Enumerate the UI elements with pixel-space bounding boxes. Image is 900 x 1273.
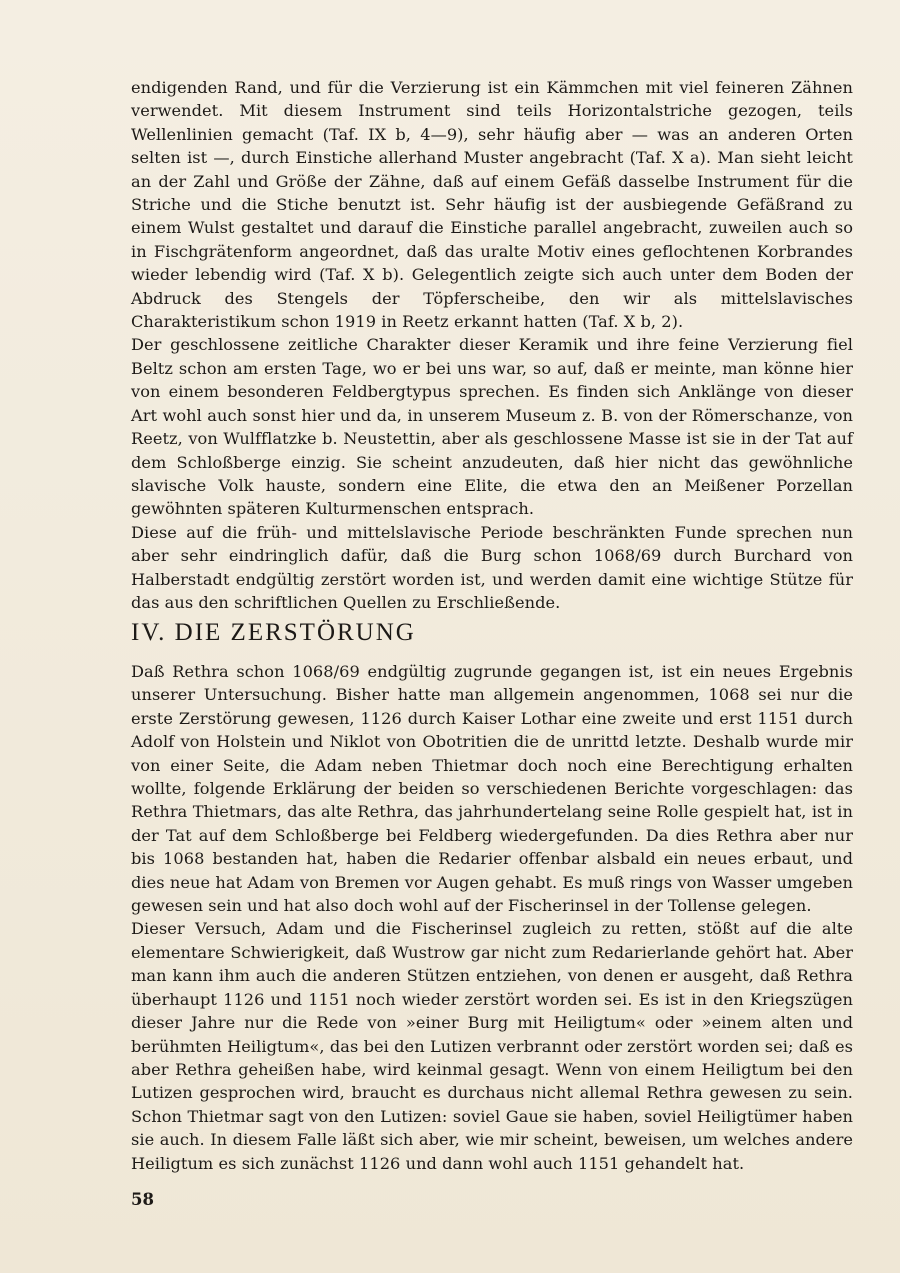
- paragraph: Dieser Versuch, Adam und die Fischerinsel zugleich zu retten, stößt auf die alte elementare Schwierigkeit, daß Wustrow gar nicht zum Redarierlande gehört hat. Aber man kann ihm auch die anderen Stützen entziehen, von denen er ausgeht, daß Rethra überhaupt 1126 und 1151 noch wieder zerstört worden sei. Es ist in den Kriegszügen dieser Jahre nur die Rede von »einer Burg mit Heiligtum« oder »einem alten und berühmten Heiligtum«, das bei den Lutizen verbrannt oder zerstört worden sei; daß es aber Rethra geheißen habe, wird keinmal gesagt. Wenn von einem Heiligtum bei den Lutizen gesprochen wird, braucht es durchaus nicht allemal Rethra gewesen zu sein. Schon Thietmar sagt von den Lutizen: soviel Gaue sie haben, soviel Heiligtümer haben sie auch. In diesem Falle läßt sich aber, wie mir scheint, beweisen, um welches andere Heiligtum es sich zunächst 1126 und dann wohl auch 1151 gehandelt hat.: [131, 919, 853, 1173]
- paragraph: endigenden Rand, und für die Verzierung ist ein Kämmchen mit viel feineren Zähnen verwendet. Mit diesem Instrument sind teils Horizontalstriche gezogen, teils Wellenlinien gemacht (Taf. IX b, 4—9), sehr häufig aber — was an anderen Orten selten ist —, durch Einstiche allerhand Muster angebracht (Taf. X a). Man sieht leicht an der Zahl und Größe der Zähne, daß auf einem Gefäß dasselbe Instrument für die Striche und die Stiche benutzt ist. Sehr häufig ist der ausbiegende Gefäßrand zu einem Wulst gestaltet und darauf die Einstiche parallel angebracht, zuweilen auch so in Fischgrätenform angeordnet, daß das uralte Motiv eines geflochtenen Korbrandes wieder lebendig wird (Taf. X b). Gelegentlich zeigte sich auch unter dem Boden der Abdruck des Stengels der Töpferscheibe, den wir als mittelslavisches Charakteristikum schon 1919 in Reetz erkannt hatten (Taf. X b, 2).: [131, 78, 853, 332]
- paragraph: Diese auf die früh- und mittelslavische Periode beschränkten Funde sprechen nun aber sehr eindringlich dafür, daß die Burg schon 1068/69 durch Burchard von Halberstadt endgültig zerstört worden ist, und werden damit eine wichtige Stütze für das aus den schriftlichen Quellen zu Erschließende.: [131, 522, 853, 612]
- section-heading: IV. DIE ZERSTÖRUNG: [131, 619, 416, 646]
- paragraph: Daß Rethra schon 1068/69 endgültig zugrunde gegangen ist, ist ein neues Ergebnis unserer Untersuchung. Bisher hatte man allgemein angenommen, 1068 sei nur die erste Zerstörung gewesen, 1126 durch Kaiser Lothar eine zweite und erst 1151 durch Adolf von Holstein und Niklot von Obotritien die de unrittd letzte. Deshalb wurde mir von einer Seite, die Adam neben Thietmar doch noch eine Berechtigung erhalten wollte, folgende Erklärung der beiden so verschiedenen Berichte vorgeschlagen: das Rethra Thietmars, das alte Rethra, das jahrhundertelang seine Rolle gespielt hat, ist in der Tat auf dem Schloßberge bei Feldberg wiedergefunden. Da dies Rethra aber nur bis 1068 bestanden hat, haben die Redarier offenbar alsbald ein neues erbaut, und dies neue hat Adam von Bremen vor Augen gehabt. Es muß rings von Wasser umgeben gewesen sein und hat also doch wohl auf der Fischerinsel in der Tollense gelegen.: [131, 662, 853, 916]
- page-number: 58: [131, 1190, 154, 1209]
- paragraph: Der geschlossene zeitliche Charakter dieser Keramik und ihre feine Verzierung fiel Beltz schon am ersten Tage, wo er bei uns war, so auf, daß er meinte, man könne hier von einem besonderen Feldbergtypus sprechen. Es finden sich Anklänge von dieser Art wohl auch sonst hier und da, in unserem Museum z. B. von der Römerschanze, von Reetz, von Wulfflatzke b. Neustettin, aber als geschlossene Masse ist sie in der Tat auf dem Schloßberge einzig. Sie scheint anzudeuten, daß hier nicht das gewöhnliche slavische Volk hauste, sondern eine Elite, die etwa den an Meißener Porzellan gewöhnten späteren Kulturmenschen entsprach.: [131, 335, 853, 519]
- text-block-lower: [131, 660, 853, 1175]
- text-block-upper: [131, 76, 853, 614]
